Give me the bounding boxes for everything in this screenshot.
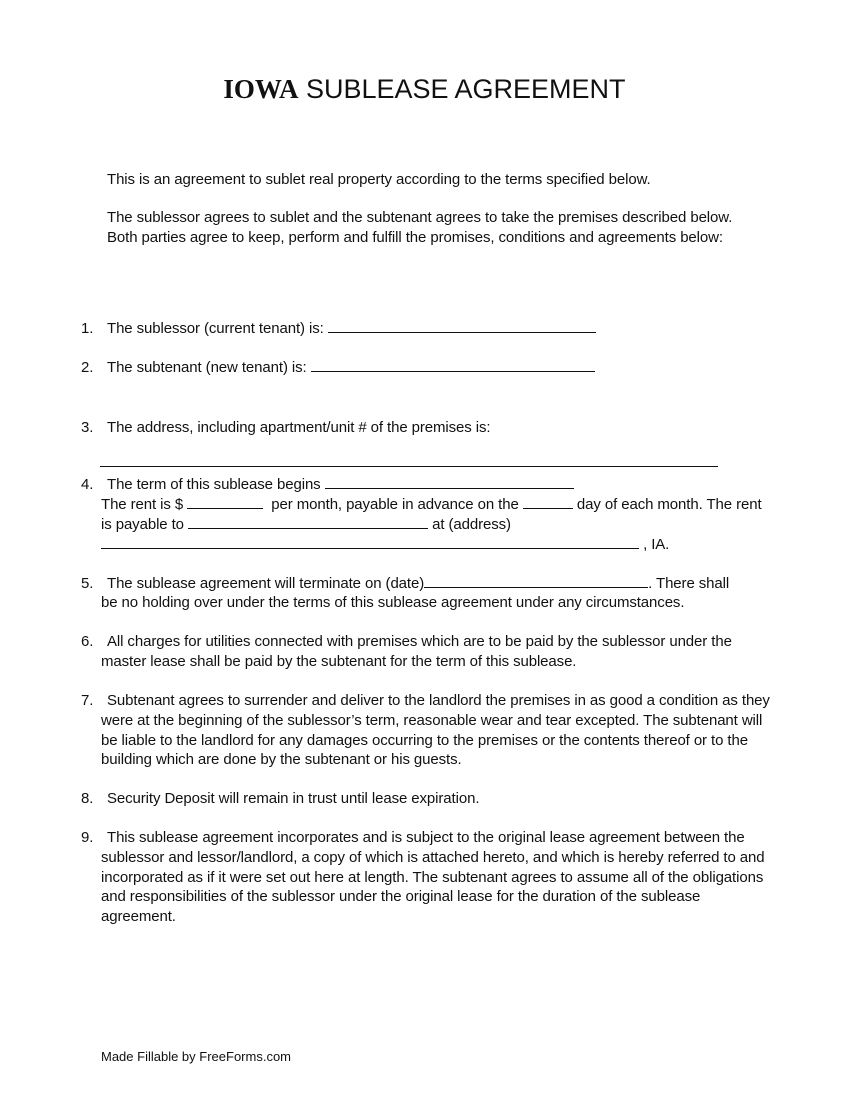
terminate-label: The sublease agreement will terminate on (date) [107,575,425,592]
item-number: 5. [81,575,94,592]
item-4-line-d [101,534,669,555]
premises-address-field[interactable] [100,466,718,467]
item-4-line-c [101,514,511,535]
item-1-label: The sublessor (current tenant) is: [107,320,324,337]
title-rest: SUBLEASE AGREEMENT [305,74,626,104]
item-number: 4. [81,476,94,493]
item-7-line-c: be liable to the landlord for any damages occurring to the premises or the contents thereof or to the [101,732,748,749]
item-number: 3. [81,419,94,436]
item-9-text: This sublease agreement incorporates and is subject to the original lease agreement between the [107,829,745,846]
item-7-line-a [81,691,770,711]
sublessor-name-field[interactable] [328,318,596,333]
item-4-line-a [81,474,574,495]
day-of-month-label: day of each month. The rent [576,496,762,513]
item-8-text: Security Deposit will remain in trust until lease expiration. [107,790,480,807]
item-9-line-b: sublessor and lessor/landlord, a copy of which is attached hereto, and which is hereby referred to and [101,849,765,866]
item-5-line-a [81,573,729,594]
item-7-line-b: were at the beginning of the sublessor’s term, reasonable wear and tear excepted. The subtenant will [101,712,763,729]
item-3-label: The address, including apartment/unit # of the premises is: [107,419,491,436]
item-7-line-d: building which are done by the subtenant or his guests. [101,751,462,768]
payable-to-field[interactable] [188,514,428,529]
intro-line-2: The sublessor agrees to sublet and the subtenant agrees to take the premises described below. [107,209,733,226]
item-number: 6. [81,633,94,650]
payable-to-label: is payable to [101,516,184,533]
item-8 [81,789,479,809]
term-begins-label: The term of this sublease begins [107,476,321,493]
item-9-line-c: incorporated as if it were set out here at length. The subtenant agrees to assume all of the obligations [101,869,764,886]
item-number: 9. [81,829,94,846]
item-3 [81,418,490,438]
footer-credit: Made Fillable by FreeForms.com [101,1049,291,1064]
intro-line-3: Both parties agree to keep, perform and fulfill the promises, conditions and agreements below: [107,229,723,246]
there-shall-label: . There shall [648,575,730,592]
item-6-line-a [81,632,732,652]
title-state: IOWA [223,74,299,104]
item-2 [81,357,595,378]
item-6-text: All charges for utilities connected with premises which are to be paid by the sublessor under the [107,633,732,650]
item-number: 1. [81,320,94,337]
item-1 [81,318,596,339]
payment-address-field[interactable] [101,534,639,549]
item-number: 8. [81,790,94,807]
subtenant-name-field[interactable] [311,357,595,372]
payable-label: per month, payable in advance on the [271,496,519,513]
item-number: 2. [81,359,94,376]
item-4-line-b [101,494,762,515]
at-address-label: at (address) [432,516,511,533]
termination-date-field[interactable] [424,573,648,588]
item-9-line-e: agreement. [101,908,176,925]
rent-day-field[interactable] [523,494,573,509]
item-5-line-b: be no holding over under the terms of this sublease agreement under any circumstances. [101,594,685,611]
rent-amount-field[interactable] [187,494,263,509]
item-7-text: Subtenant agrees to surrender and deliver to the landlord the premises in as good a condition as they [107,692,770,709]
item-number: 7. [81,692,94,709]
intro-line-1: This is an agreement to sublet real property according to the terms specified below. [107,171,651,188]
item-9-line-a [81,828,745,848]
item-6-line-b: master lease shall be paid by the subtenant for the term of this sublease. [101,653,577,670]
term-begins-field[interactable] [325,474,574,489]
page-title [0,74,849,105]
item-9-line-d: and responsibilities of the sublessor under the original lease for the duration of the sublease [101,888,701,905]
rent-label: The rent is $ [101,496,184,513]
item-2-label: The subtenant (new tenant) is: [107,359,307,376]
state-suffix: , IA. [643,536,670,553]
